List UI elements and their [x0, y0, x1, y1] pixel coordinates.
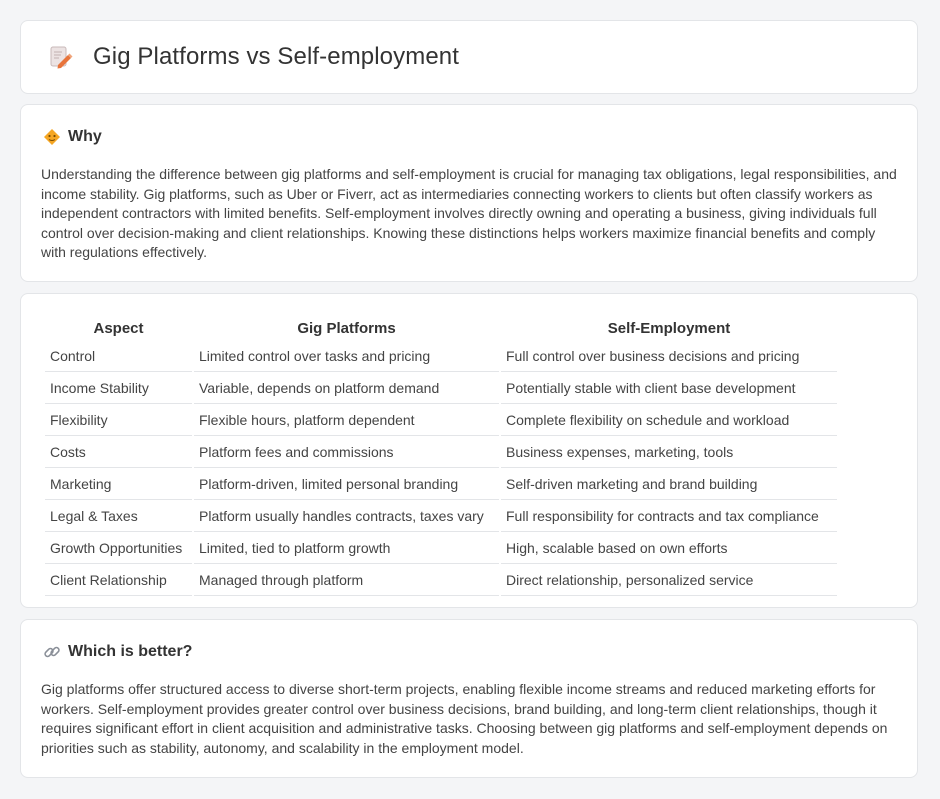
column-header-aspect: Aspect [93, 320, 144, 337]
better-heading: Which is better? [68, 643, 193, 660]
table-row [45, 374, 837, 404]
gig-cell: Platform fees and commissions [194, 438, 499, 468]
self-cell: Full responsibility for contracts and tax compliance [501, 502, 837, 532]
table-row [45, 342, 837, 372]
aspect-cell: Growth Opportunities [45, 534, 192, 564]
aspect-cell: Income Stability [45, 374, 192, 404]
aspect-cell: Costs [45, 438, 192, 468]
comparison-card [20, 293, 918, 608]
gig-cell: Limited, tied to platform growth [194, 534, 499, 564]
table-row [45, 406, 837, 436]
table-header-row [45, 318, 837, 340]
table-row [45, 438, 837, 468]
self-cell: Self-driven marketing and brand building [501, 470, 837, 500]
better-text: Gig platforms offer structured access to diverse short-term projects, enabling flexible income streams and reduced marketing efforts for workers. Self-employment provides greater control over business decisions, brand building, and long-term client relationships, though it requires significant effort in client acquisition and administrative tasks. Choosing between gig platforms and self-employment depends on priorities such as stability, autonomy, and scalability in the employment model. [41, 681, 888, 756]
self-cell: Full control over business decisions and pricing [501, 342, 837, 372]
diamond-warning-icon [43, 128, 61, 146]
column-header-self-employment: Self-Employment [607, 320, 731, 337]
self-cell: Direct relationship, personalized service [501, 566, 837, 596]
column-header-gig-platforms: Gig Platforms [297, 320, 396, 337]
table-row [45, 566, 837, 596]
why-heading-row [43, 128, 102, 146]
gig-cell: Limited control over tasks and pricing [194, 342, 499, 372]
aspect-cell: Control [45, 342, 192, 372]
self-cell: Complete flexibility on schedule and workload [501, 406, 837, 436]
document-pencil-icon [47, 44, 73, 70]
title-card [20, 20, 918, 94]
gig-cell: Variable, depends on platform demand [194, 374, 499, 404]
why-text: Understanding the difference between gig platforms and self-employment is crucial for managing tax obligations, legal responsibilities, and income stability. Gig platforms, such as Uber or Fiverr, act as intermediaries connecting workers to clients but often classify workers as independent contractors with limited benefits. Self-employment involves directly owning and operating a business, giving individuals full control over decision-making and client relationships. Knowing these distinctions helps workers maximize financial benefits and comply with regulations effectively. [41, 166, 897, 261]
why-card [20, 104, 918, 282]
self-cell: High, scalable based on own efforts [501, 534, 837, 564]
gig-cell: Flexible hours, platform dependent [194, 406, 499, 436]
aspect-cell: Legal & Taxes [45, 502, 192, 532]
link-icon [43, 643, 61, 661]
gig-cell: Managed through platform [194, 566, 499, 596]
comparison-table [43, 316, 839, 598]
why-heading: Why [68, 128, 102, 145]
aspect-cell: Marketing [45, 470, 192, 500]
gig-cell: Platform-driven, limited personal branding [194, 470, 499, 500]
self-cell: Business expenses, marketing, tools [501, 438, 837, 468]
page-title: Gig Platforms vs Self-employment [93, 43, 459, 70]
aspect-cell: Client Relationship [45, 566, 192, 596]
title-row [47, 43, 459, 71]
table-row [45, 470, 837, 500]
better-card [20, 619, 918, 778]
table-row [45, 502, 837, 532]
aspect-cell: Flexibility [45, 406, 192, 436]
self-cell: Potentially stable with client base development [501, 374, 837, 404]
better-heading-row [43, 643, 192, 661]
gig-cell: Platform usually handles contracts, taxes vary [194, 502, 499, 532]
table-row [45, 534, 837, 564]
